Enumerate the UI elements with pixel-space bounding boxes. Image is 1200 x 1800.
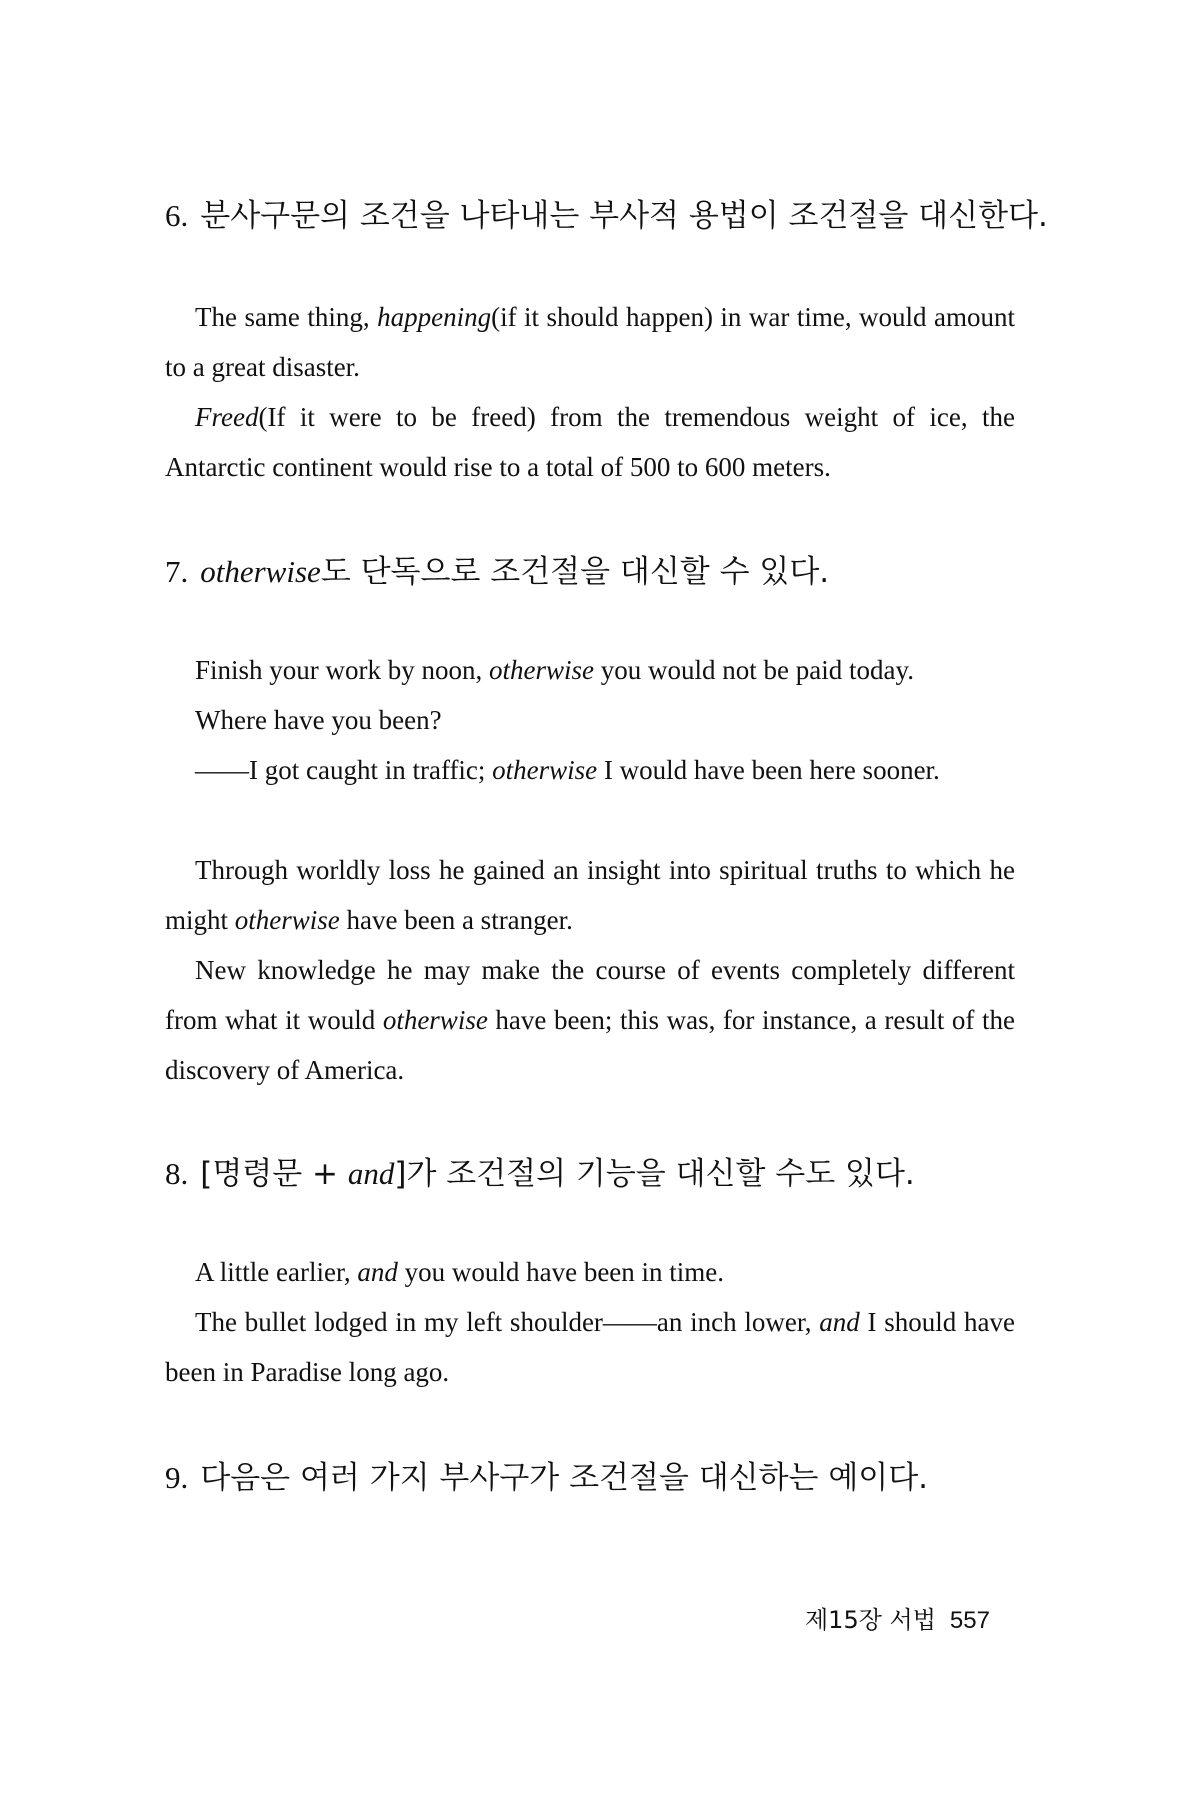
section-title: 다음은 여러 가지 부사구가 조건절을 대신하는 예이다. — [200, 1460, 929, 1496]
section-title: 분사구문의 조건을 나타내는 부사적 용법이 조건절을 대신한다. — [200, 198, 1048, 234]
section-9-heading — [165, 1458, 1065, 1498]
example-paragraph: A little earlier, and you would have been in time. — [195, 1257, 725, 1287]
section-number: 8. — [165, 1156, 189, 1191]
section-title-english: and — [347, 1156, 395, 1191]
page-number: 557 — [949, 1607, 990, 1634]
emphasis: otherwise — [382, 1005, 488, 1035]
example-paragraph: Where have you been? — [195, 705, 442, 735]
section-number: 9. — [165, 1460, 189, 1495]
section-title-prefix: [명령문 + — [200, 1156, 348, 1192]
example-paragraph: New knowledge he may make the course of events completely different from what it would otherwise have been; this was, for instance, a result of the discovery of America. — [165, 955, 1015, 1085]
section-title: 도 단독으로 조건절을 대신할 수 있다. — [320, 554, 830, 590]
emphasis: Freed — [195, 402, 259, 432]
emphasis: otherwise — [489, 655, 595, 685]
emphasis: otherwise — [492, 755, 598, 785]
section-title: ]가 조건절의 기능을 대신할 수도 있다. — [394, 1156, 915, 1192]
section-7-heading — [165, 552, 1065, 592]
section-8-heading — [165, 1154, 1065, 1194]
example-paragraph: Finish your work by noon, otherwise you would not be paid today. — [195, 655, 914, 685]
section-number: 6. — [165, 198, 189, 233]
example-paragraph: The bullet lodged in my left shoulder——an inch lower, and I should have been in Paradise long ago. — [165, 1307, 1015, 1387]
example-paragraph: The same thing, happening(if it should happen) in war time, would amount to a great disaster. — [165, 302, 1015, 382]
chapter-label: 제15장 서법 — [805, 1606, 936, 1634]
section-title-english: otherwise — [200, 554, 321, 589]
emphasis: otherwise — [234, 905, 340, 935]
example-paragraph: ——I got caught in traffic; otherwise I would have been here sooner. — [195, 755, 940, 785]
section-number: 7. — [165, 554, 189, 589]
section-6-heading — [165, 196, 1065, 236]
emphasis: and — [357, 1257, 398, 1287]
example-paragraph: Freed(If it were to be freed) from the tremendous weight of ice, the Antarctic continent would rise to a total of 500 to 600 meters. — [165, 402, 1015, 482]
example-paragraph: Through worldly loss he gained an insight into spiritual truths to which he might otherwise have been a stranger. — [165, 855, 1015, 935]
emphasis: happening — [377, 302, 492, 332]
page-footer — [805, 1600, 990, 1635]
emphasis: and — [819, 1307, 860, 1337]
